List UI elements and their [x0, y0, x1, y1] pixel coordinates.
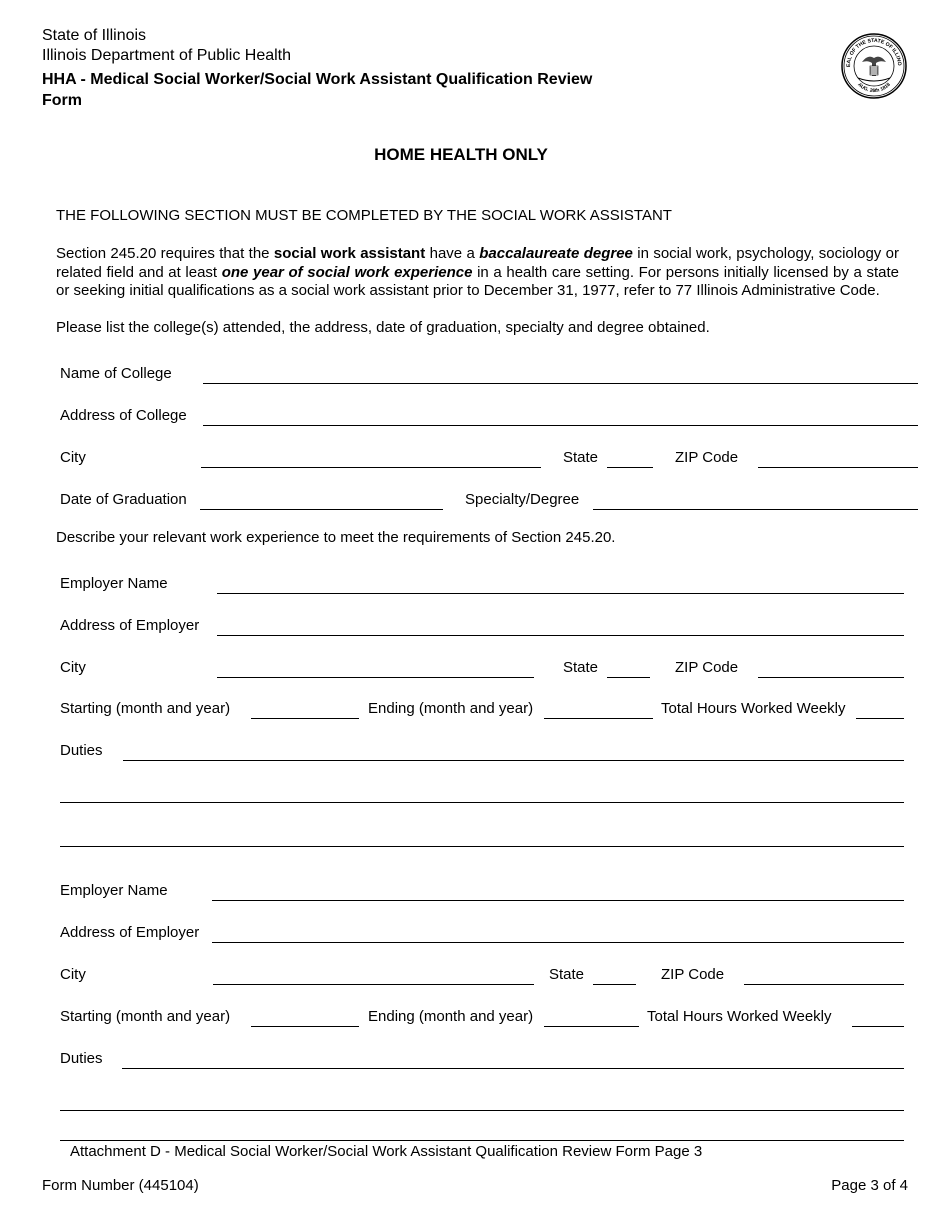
form-number: Form Number (445104) [42, 1177, 199, 1194]
college-city-field[interactable] [201, 467, 541, 468]
para-text-4: in a health care setting. For persons initially licensed by a state or seeking initial qualifications as a social work assistant prior to December 31, 1977, refer to 77 Illinois Administrative Code. [56, 263, 899, 299]
college-name-field[interactable] [203, 383, 918, 384]
employer2-city-field[interactable] [213, 984, 534, 985]
college-state-label: State [563, 449, 599, 466]
employer2-state-label: State [549, 966, 585, 983]
para-emphasis-degree: baccalaureate degree [479, 245, 633, 262]
employer1-city-label: City [60, 659, 86, 676]
instructions-text: Please list the college(s) attended, the address, date of graduation, specialty and degree obtained. [56, 319, 710, 336]
employer2-ending-label: Ending (month and year) [368, 1008, 534, 1025]
college-state-field[interactable] [607, 467, 653, 468]
seal-bottom-text: AUG. 26th 1818 [856, 81, 892, 95]
employer1-zip-field[interactable] [758, 677, 904, 678]
employer1-starting-label: Starting (month and year) [60, 700, 231, 717]
employer1-duties-field-1[interactable] [123, 760, 904, 761]
employer2-city-label: City [60, 966, 86, 983]
employer2-duties-field-1[interactable] [122, 1068, 904, 1069]
employer1-hours-label: Total Hours Worked Weekly [661, 700, 846, 717]
attachment-caption: Attachment D - Medical Social Worker/Social Work Assistant Qualification Review Form Page 3 [70, 1143, 703, 1160]
employer1-address-field[interactable] [217, 635, 904, 636]
employer1-city-field[interactable] [217, 677, 534, 678]
employer2-name-label: Employer Name [60, 882, 168, 899]
employer2-starting-field[interactable] [251, 1026, 359, 1027]
employer2-duties-field-2[interactable] [60, 1110, 904, 1111]
employer2-zip-field[interactable] [744, 984, 904, 985]
graduation-date-label: Date of Graduation [60, 491, 187, 508]
college-name-label: Name of College [60, 365, 172, 382]
employer1-state-label: State [563, 659, 599, 676]
graduation-date-field[interactable] [200, 509, 443, 510]
form-title-line1: HHA - Medical Social Worker/Social Work Assistant Qualification Review [42, 71, 593, 88]
form-title-line2: Form [42, 92, 82, 109]
employer1-zip-label: ZIP Code [675, 659, 739, 676]
page-title: HOME HEALTH ONLY [374, 145, 548, 164]
employer2-name-field[interactable] [212, 900, 904, 901]
specialty-degree-label: Specialty/Degree [465, 491, 580, 508]
employer1-hours-field[interactable] [856, 718, 904, 719]
footer-divider [60, 1140, 904, 1141]
employer1-duties-field-3[interactable] [60, 846, 904, 847]
employer1-state-field[interactable] [607, 677, 650, 678]
experience-intro: Describe your relevant work experience to meet the requirements of Section 245.20. [56, 529, 616, 546]
employer2-hours-field[interactable] [852, 1026, 904, 1027]
employer2-address-label: Address of Employer [60, 924, 200, 941]
para-emphasis-experience: one year of social work experience [221, 263, 473, 281]
employer1-name-field[interactable] [217, 593, 904, 594]
para-text-1: Section 245.20 requires that the [56, 245, 274, 262]
requirements-paragraph [56, 245, 899, 301]
employer2-duties-label: Duties [60, 1050, 103, 1067]
para-text-2: have a [425, 245, 480, 262]
employer1-ending-label: Ending (month and year) [368, 700, 534, 717]
college-zip-field[interactable] [758, 467, 918, 468]
employer2-address-field[interactable] [212, 942, 904, 943]
page-number: Page 3 of 4 [831, 1177, 908, 1194]
employer2-zip-label: ZIP Code [661, 966, 725, 983]
employer1-name-label: Employer Name [60, 575, 168, 592]
college-zip-label: ZIP Code [675, 449, 739, 466]
seal-top-text: EAL OF THE STATE OF ILLINO [845, 37, 903, 68]
college-address-label: Address of College [60, 407, 187, 424]
department-name: Illinois Department of Public Health [42, 47, 292, 64]
specialty-degree-field[interactable] [593, 509, 918, 510]
college-city-label: City [60, 449, 86, 466]
employer1-address-label: Address of Employer [60, 617, 200, 634]
section-heading: THE FOLLOWING SECTION MUST BE COMPLETED BY THE SOCIAL WORK ASSISTANT [56, 207, 672, 224]
employer1-duties-field-2[interactable] [60, 802, 904, 803]
employer2-ending-field[interactable] [544, 1026, 639, 1027]
state-seal-icon [840, 32, 908, 100]
employer1-ending-field[interactable] [544, 718, 653, 719]
employer1-starting-field[interactable] [251, 718, 359, 719]
para-emphasis-role: social work assistant [273, 245, 426, 262]
employer1-duties-label: Duties [60, 742, 103, 759]
state-name: State of Illinois [42, 27, 147, 44]
college-address-field[interactable] [203, 425, 918, 426]
para-text-3: in social work, psychology, sociology or related field and at least [56, 245, 900, 281]
employer2-starting-label: Starting (month and year) [60, 1008, 231, 1025]
employer2-hours-label: Total Hours Worked Weekly [647, 1008, 832, 1025]
employer2-state-field[interactable] [593, 984, 636, 985]
